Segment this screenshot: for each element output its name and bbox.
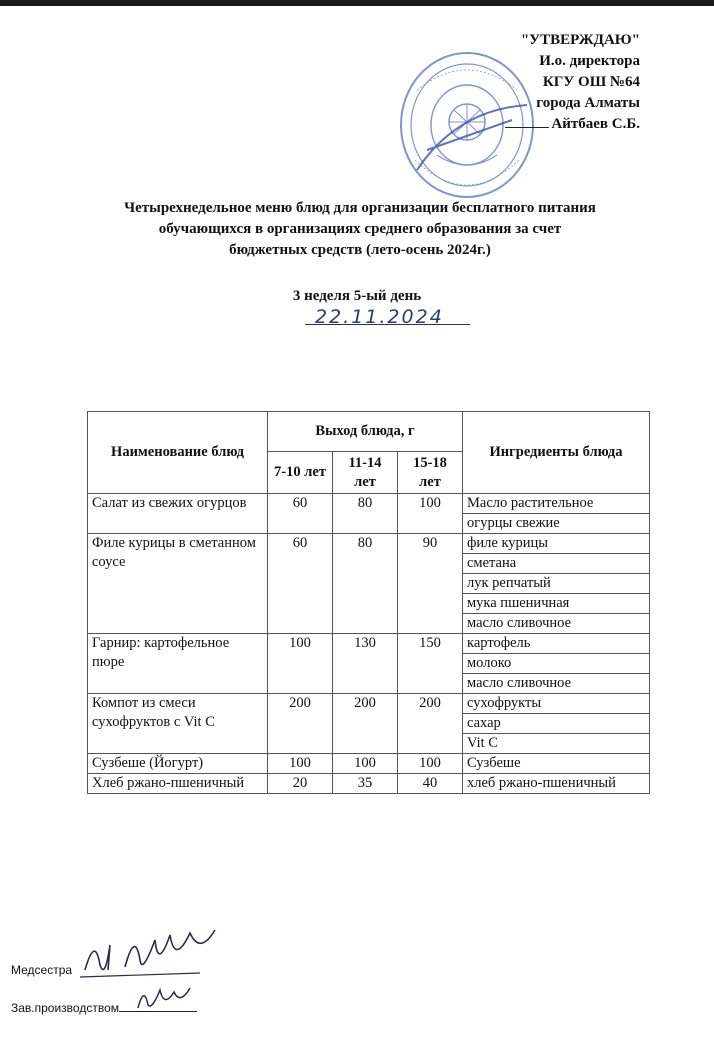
yield-7-10-cell: 100 xyxy=(268,754,333,774)
yield-11-14-cell: 100 xyxy=(333,754,398,774)
ingredient-cell: филе курицы xyxy=(463,534,650,554)
ingredient-cell: масло сливочное xyxy=(463,614,650,634)
approval-heading: "УТВЕРЖДАЮ" xyxy=(520,32,640,48)
table-row xyxy=(88,754,650,774)
ingredient-cell: огурцы свежие xyxy=(463,514,650,534)
top-edge-bar xyxy=(0,0,714,6)
dish-name-cell: Филе курицы в сметанном соусе xyxy=(88,534,268,634)
yield-7-10-cell: 20 xyxy=(268,774,333,794)
approval-school: КГУ ОШ №64 xyxy=(542,74,640,90)
title-line-3: бюджетных средств (лето-осень 2024г.) xyxy=(229,242,491,258)
handwritten-date: 22.11.2024 xyxy=(315,306,444,328)
table-row xyxy=(88,634,650,654)
yield-11-14-cell: 200 xyxy=(333,694,398,754)
ingredient-cell: молоко xyxy=(463,654,650,674)
approval-position: И.о. директора xyxy=(539,53,640,69)
signature-line xyxy=(119,1011,197,1012)
approval-block xyxy=(505,30,640,135)
yield-15-18-cell: 100 xyxy=(398,494,463,534)
signature-line xyxy=(505,127,549,128)
dish-name-cell: Салат из свежих огурцов xyxy=(88,494,268,534)
dish-name-cell: Сузбеше (Йогурт) xyxy=(88,754,268,774)
date-underline xyxy=(305,324,470,325)
header-age-11-14: 11-14 лет xyxy=(333,452,398,494)
document-title xyxy=(60,198,660,261)
ingredient-cell: сметана xyxy=(463,554,650,574)
ingredient-cell: Сузбеше xyxy=(463,754,650,774)
ingredient-cell: масло сливочное xyxy=(463,674,650,694)
yield-7-10-cell: 200 xyxy=(268,694,333,754)
approval-city: города Алматы xyxy=(536,95,640,111)
table-row xyxy=(88,694,650,714)
ingredient-cell: картофель xyxy=(463,634,650,654)
week-day-label: 3 неделя 5-ый день xyxy=(292,288,422,304)
dish-name-cell: Хлеб ржано-пшеничный xyxy=(88,774,268,794)
header-age-15-18: 15-18 лет xyxy=(398,452,463,494)
title-line-1: Четырехнедельное меню блюд для организации бесплатного питания xyxy=(124,200,596,216)
ingredient-cell: лук репчатый xyxy=(463,574,650,594)
yield-11-14-cell: 130 xyxy=(333,634,398,694)
yield-15-18-cell: 150 xyxy=(398,634,463,694)
ingredient-cell: Vit C xyxy=(463,734,650,754)
header-yield: Выход блюда, г xyxy=(268,412,463,452)
production-signature-label: Зав.производством xyxy=(11,1001,119,1015)
ingredient-cell: мука пшеничная xyxy=(463,594,650,614)
production-signature-row xyxy=(11,1001,197,1015)
menu-table-body xyxy=(88,494,650,794)
approval-name: Айтбаев С.Б. xyxy=(551,116,640,132)
header-age-7-10: 7-10 лет xyxy=(268,452,333,494)
ingredient-cell: Масло растительное xyxy=(463,494,650,514)
ingredient-cell: хлеб ржано-пшеничный xyxy=(463,774,650,794)
table-row xyxy=(88,774,650,794)
yield-7-10-cell: 60 xyxy=(268,494,333,534)
yield-11-14-cell: 35 xyxy=(333,774,398,794)
yield-7-10-cell: 100 xyxy=(268,634,333,694)
title-line-2: обучающихся в организациях среднего образования за счет xyxy=(158,221,562,237)
ingredient-cell: сухофрукты xyxy=(463,694,650,714)
yield-15-18-cell: 90 xyxy=(398,534,463,634)
dish-name-cell: Компот из смеси сухофруктов с Vit C xyxy=(88,694,268,754)
header-dish: Наименование блюд xyxy=(88,412,268,494)
nurse-signature-scribble xyxy=(80,925,230,985)
yield-15-18-cell: 200 xyxy=(398,694,463,754)
ingredient-cell: сахар xyxy=(463,714,650,734)
yield-7-10-cell: 60 xyxy=(268,534,333,634)
menu-table xyxy=(87,411,650,794)
nurse-signature-label: Медсестра xyxy=(11,963,73,977)
yield-11-14-cell: 80 xyxy=(333,494,398,534)
yield-15-18-cell: 40 xyxy=(398,774,463,794)
dish-name-cell: Гарнир: картофельное пюре xyxy=(88,634,268,694)
yield-11-14-cell: 80 xyxy=(333,534,398,634)
header-ingredients: Ингредиенты блюда xyxy=(463,412,650,494)
table-row xyxy=(88,494,650,514)
table-row xyxy=(88,534,650,554)
approval-signature-row xyxy=(505,114,640,135)
yield-15-18-cell: 100 xyxy=(398,754,463,774)
